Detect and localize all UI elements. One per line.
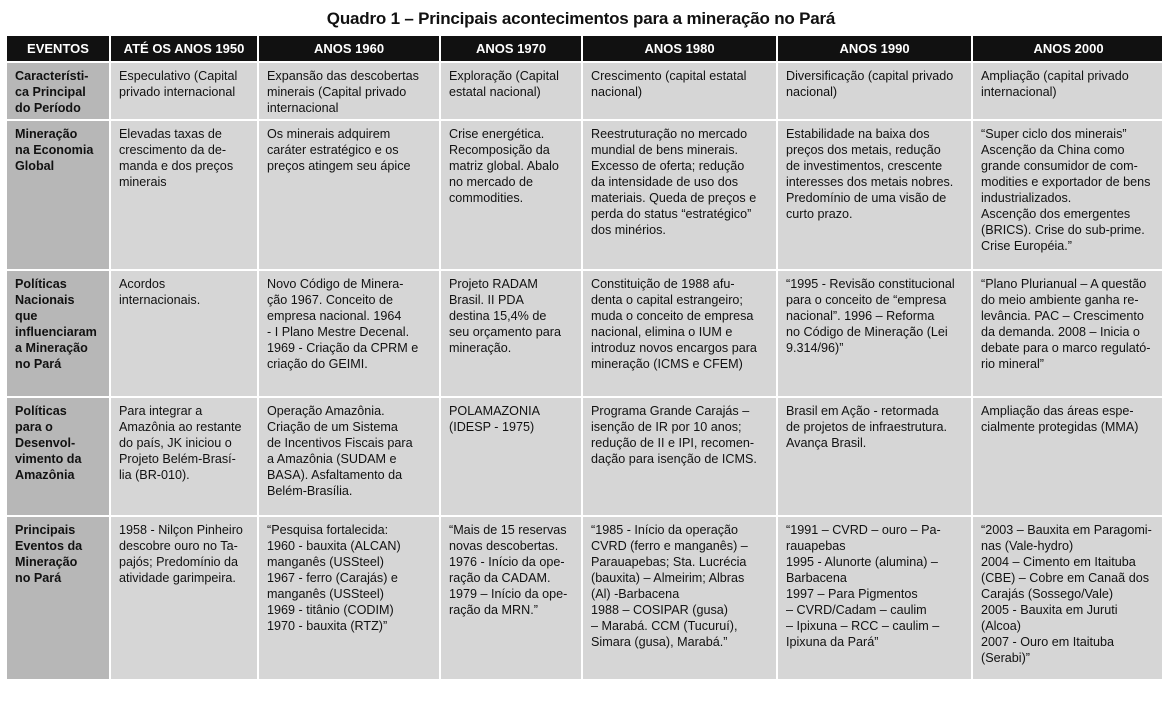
table-cell: “Super ciclo dos minerais” Ascenção da China como grande consumidor de com- modities e exportador de bens industrializados. Ascenção dos emergentes (BRICS). Crise do sub-prime. Crise Européia.” [973, 121, 1162, 269]
row-header: Políticas Nacionais que influenciaram a Mineração no Pará [7, 271, 109, 396]
table-title: Quadro 1 – Principais acontecimentos para a mineração no Pará [326, 9, 836, 28]
table-cell: Os minerais adquirem caráter estratégico e os preços atingem seu ápice [259, 121, 439, 269]
table-cell: Exploração (Capital estatal nacional) [441, 63, 581, 119]
table-cell: Crise energética. Recomposição da matriz global. Abalo no mercado de commodities. [441, 121, 581, 269]
column-header-eventos: EVENTOS [7, 36, 109, 61]
table-row [7, 121, 1162, 269]
table-cell: Reestruturação no mercado mundial de bens minerais. Excesso de oferta; redução da intensidade de uso dos materiais. Queda de preços e perda do status “estratégico” dos minérios. [583, 121, 776, 269]
column-header-1990: ANOS 1990 [778, 36, 971, 61]
table-cell: Constituição de 1988 afu- denta o capital estrangeiro; muda o conceito de empresa nacional, elimina o IUM e introduz novos encargos para mineração (ICMS e CFEM) [583, 271, 776, 396]
table-cell: Para integrar a Amazônia ao restante do país, JK iniciou o Projeto Belém-Brasí- lia (BR-010). [111, 398, 257, 515]
table-cell: Expansão das descobertas minerais (Capital privado internacional [259, 63, 439, 119]
header-row [7, 36, 1162, 61]
column-header-1960: ANOS 1960 [259, 36, 439, 61]
row-header: Mineração na Economia Global [7, 121, 109, 269]
table-cell: “Pesquisa fortalecida: 1960 - bauxita (ALCAN) manganês (USSteel) 1967 - ferro (Carajás) e manganês (USSteel) 1969 - titânio (CODIM) 1970 - bauxita (RTZ)” [259, 517, 439, 679]
table-cell: Crescimento (capital estatal nacional) [583, 63, 776, 119]
table-cell: Brasil em Ação - retormada de projetos de infraestrutura. Avança Brasil. [778, 398, 971, 515]
row-header: Principais Eventos da Mineração no Pará [7, 517, 109, 679]
table-cell: Projeto RADAM Brasil. II PDA destina 15,4% de seu orçamento para mineração. [441, 271, 581, 396]
table-cell: “Plano Plurianual – A questão do meio ambiente ganha re- levância. PAC – Crescimento da demanda. 2008 – Inicia o debate para o marco regulató- rio mineral” [973, 271, 1162, 396]
table-cell: POLAMAZONIA (IDESP - 1975) [441, 398, 581, 515]
column-header-1970: ANOS 1970 [441, 36, 581, 61]
row-header: Políticas para o Desenvol- vimento da Amazônia [7, 398, 109, 515]
table-cell: “1995 - Revisão constitucional para o conceito de “empresa nacional”. 1996 – Reforma no Código de Mineração (Lei 9.314/96)” [778, 271, 971, 396]
column-header-1980: ANOS 1980 [583, 36, 776, 61]
table-cell: “1985 - Início da operação CVRD (ferro e manganês) – Parauapebas; Sta. Lucrécia (bauxita) – Almeirim; Albras (Al) -Barbacena 1988 – COSIPAR (gusa) – Marabá. CCM (Tucuruí), Simara (gusa), Marabá.” [583, 517, 776, 679]
table-cell: Operação Amazônia. Criação de um Sistema de Incentivos Fiscais para a Amazônia (SUDAM e BASA). Asfaltamento da Belém-Brasília. [259, 398, 439, 515]
table-cell: Diversificação (capital privado nacional) [778, 63, 971, 119]
table-cell: “2003 – Bauxita em Paragomi- nas (Vale-hydro) 2004 – Cimento em Itaituba (CBE) – Cobre em Canaã dos Carajás (Sossego/Vale) 2005 - Bauxita em Juruti (Alcoa) 2007 - Ouro em Itaituba (Serabi)” [973, 517, 1162, 679]
table-row [7, 398, 1162, 515]
table-cell: Acordos internacionais. [111, 271, 257, 396]
table-cell: “Mais de 15 reservas novas descobertas. 1976 - Início da ope- ração da CADAM. 1979 – Início da ope- ração da MRN.” [441, 517, 581, 679]
table-row [7, 63, 1162, 119]
table-cell: “1991 – CVRD – ouro – Pa- rauapebas 1995 - Alunorte (alumina) – Barbacena 1997 – Para Pigmentos – CVRD/Cadam – caulim – Ipixuna – RCC – caulim – Ipixuna da Pará” [778, 517, 971, 679]
column-header-ate-1950: ATÉ OS ANOS 1950 [111, 36, 257, 61]
table-cell: Novo Código de Minera- ção 1967. Conceito de empresa nacional. 1964 - I Plano Mestre Decenal. 1969 - Criação da CPRM e criação do GEIMI. [259, 271, 439, 396]
table-cell: Elevadas taxas de crescimento da de- manda e dos preços minerais [111, 121, 257, 269]
table-cell: Estabilidade na baixa dos preços dos metais, redução de investimentos, crescente interesses dos metais nobres. Predomínio de uma visão de curto prazo. [778, 121, 971, 269]
table-row [7, 271, 1162, 396]
table-cell: Ampliação (capital privado internacional) [973, 63, 1162, 119]
table-cell: 1958 - Nilçon Pinheiro descobre ouro no Ta- pajós; Predomínio da atividade garimpeira. [111, 517, 257, 679]
row-header: Característi- ca Principal do Período [7, 63, 109, 119]
events-table [5, 34, 1162, 681]
column-header-2000: ANOS 2000 [973, 36, 1162, 61]
table-cell: Programa Grande Carajás – isenção de IR por 10 anos; redução de II e IPI, recomen- dação para isenção de ICMS. [583, 398, 776, 515]
table-row [7, 517, 1162, 679]
table-cell: Especulativo (Capital privado internacional [111, 63, 257, 119]
table-cell: Ampliação das áreas espe- cialmente protegidas (MMA) [973, 398, 1162, 515]
